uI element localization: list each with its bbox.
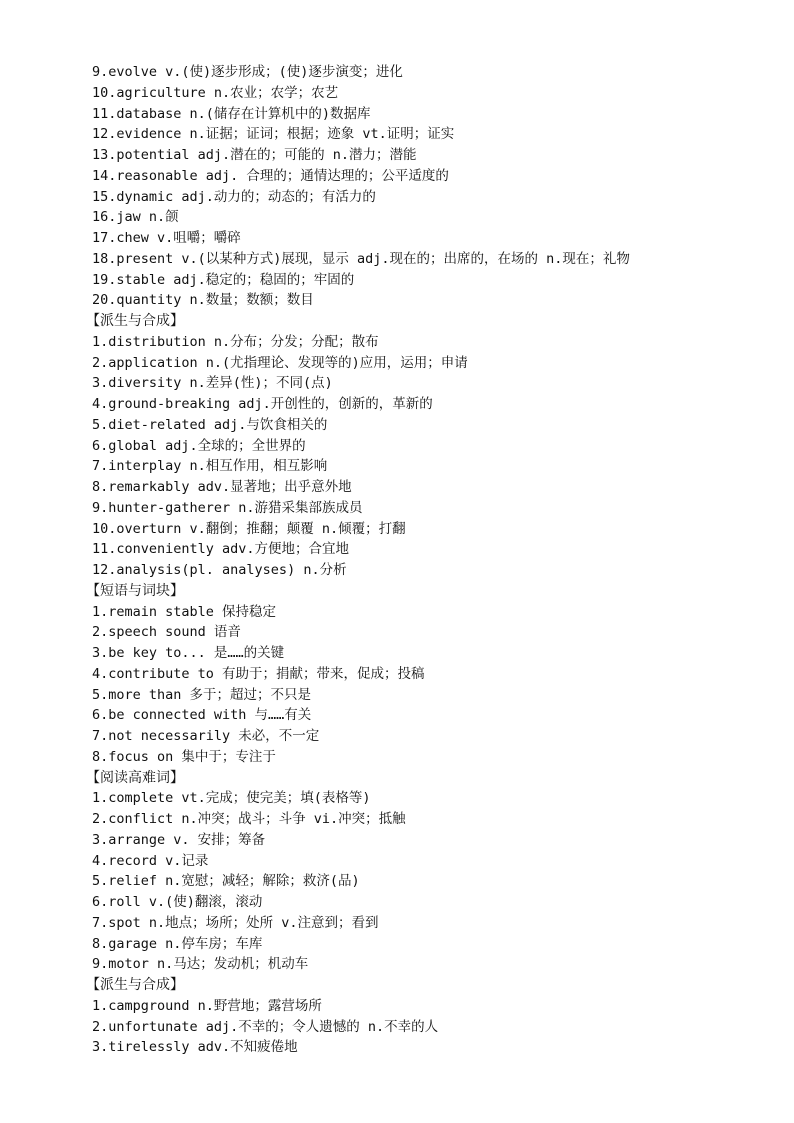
vocab-item: 9.evolve v.(使)逐步形成；(使)逐步演变；进化: [92, 64, 403, 80]
vocab-item: 1.complete vt.完成；使完美；填(表格等): [92, 790, 371, 807]
vocab-item: 3.arrange v. 安排；筹备: [92, 831, 266, 848]
vocab-item: 10.agriculture n.农业；农学；农艺: [92, 84, 339, 101]
vocab-item: 10.overturn v.翻倒；推翻；颠覆 n.倾覆；打翻: [92, 520, 406, 537]
vocab-item: 17.chew v.咀嚼；嚼碎: [92, 230, 241, 246]
vocabulary-list: [86, 62, 772, 1058]
phrase-item: 6.be connected with 与……有关: [92, 707, 312, 724]
vocab-item: 4.ground-breaking adj.开创性的，创新的，革新的: [92, 396, 433, 412]
vocab-item: 9.hunter-gatherer n.游猎采集部族成员: [92, 499, 363, 516]
phrase-item: 7.not necessarily 未必，不一定: [92, 728, 320, 744]
vocab-item: 3.diversity n.差异(性)；不同(点): [92, 375, 333, 392]
section-heading: 【短语与词块】: [86, 582, 184, 599]
section-heading: 【阅读高难词】: [86, 769, 184, 786]
vocab-item: 6.roll v.(使)翻滚，滚动: [92, 894, 263, 910]
vocab-item: 8.garage n.停车房；车库: [92, 935, 263, 952]
vocab-item: 1.distribution n.分布；分发；分配；散布: [92, 333, 379, 350]
vocab-item: 2.application n.(尤指理论、发现等的)应用，运用；申请: [92, 354, 468, 371]
vocab-item: 8.remarkably adv.显著地；出乎意外地: [92, 479, 352, 495]
phrase-item: 8.focus on 集中于；专注于: [92, 748, 276, 765]
vocab-item: 19.stable adj.稳定的；稳固的；牢固的: [92, 271, 355, 288]
vocab-item: 14.reasonable adj. 合理的；通情达理的；公平适度的: [92, 167, 449, 184]
section-heading: 【派生与合成】: [86, 313, 184, 329]
vocab-item: 18.present v.(以某种方式)展现，显示 adj.现在的；出席的，在场的 n.现在；礼物: [92, 250, 630, 267]
phrase-item: 1.remain stable 保持稳定: [92, 603, 277, 620]
vocab-item: 12.evidence n.证据；证词；根据；迹象 vt.证明；证实: [92, 126, 455, 143]
vocab-item: 1.campground n.野营地；露营场所: [92, 997, 322, 1014]
vocab-item: 11.database n.(储存在计算机中的)数据库: [92, 105, 371, 122]
vocab-item: 15.dynamic adj.动力的；动态的；有活力的: [92, 188, 376, 205]
vocab-item: 4.record v.记录: [92, 852, 209, 869]
vocab-item: 9.motor n.马达；发动机；机动车: [92, 956, 309, 973]
vocab-item: 20.quantity n.数量；数额；数目: [92, 292, 314, 309]
vocab-item: 12.analysis(pl. analyses) n.分析: [92, 562, 347, 578]
vocab-item: 11.conveniently adv.方便地；合宜地: [92, 541, 350, 558]
vocab-item: 7.interplay n.相互作用，相互影响: [92, 458, 328, 475]
vocab-item: 5.relief n.宽慰；减轻；解除；救济(品): [92, 873, 360, 890]
phrase-item: 4.contribute to 有助于；捐献；带来，促成；投稿: [92, 665, 425, 682]
vocab-item: 2.conflict n.冲突；战斗；斗争 vi.冲突；抵触: [92, 811, 406, 827]
vocab-item: 5.diet-related adj.与饮食相关的: [92, 416, 328, 433]
phrase-item: 2.speech sound 语音: [92, 624, 241, 641]
section-heading: 【派生与合成】: [86, 977, 184, 993]
vocab-item: 6.global adj.全球的；全世界的: [92, 437, 306, 454]
phrase-item: 3.be key to... 是……的关键: [92, 645, 285, 661]
vocab-item: 13.potential adj.潜在的；可能的 n.潜力；潜能: [92, 147, 417, 163]
vocab-item: 16.jaw n.颌: [92, 209, 179, 226]
phrase-item: 5.more than 多于；超过；不只是: [92, 686, 312, 703]
vocab-item: 2.unfortunate adj.不幸的；令人遗憾的 n.不幸的人: [92, 1018, 439, 1035]
vocab-item: 3.tirelessly adv.不知疲倦地: [92, 1039, 298, 1056]
vocab-item: 7.spot n.地点；场所；处所 v.注意到；看到: [92, 914, 379, 931]
